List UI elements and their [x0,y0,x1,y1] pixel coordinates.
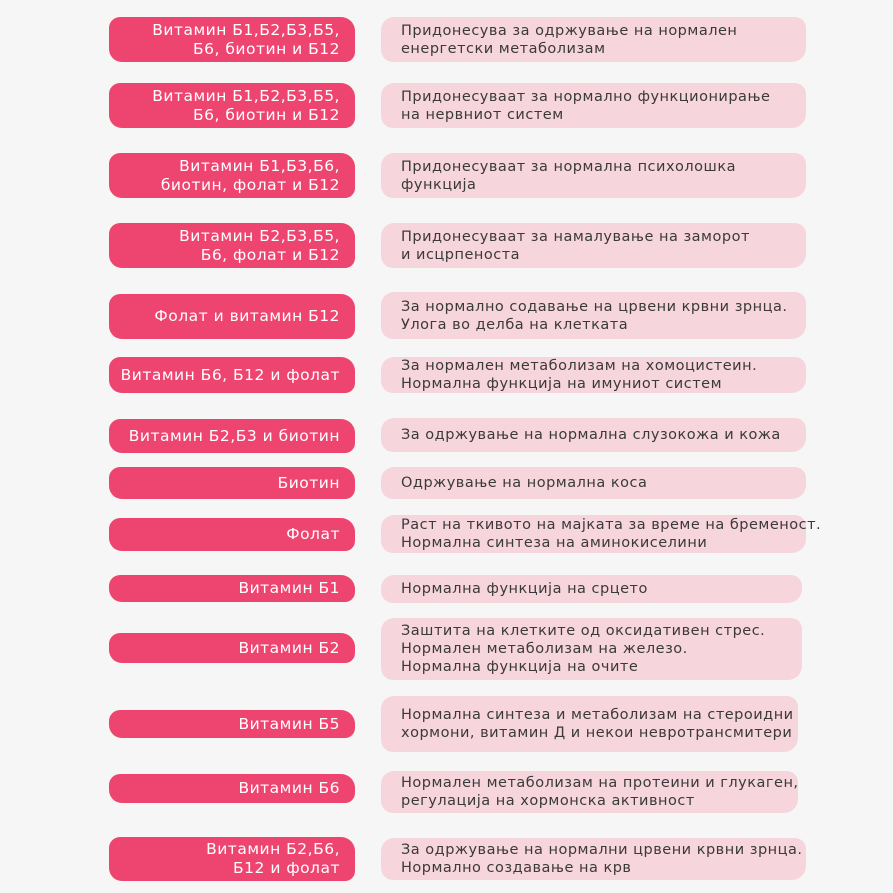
benefit-description [381,153,806,198]
benefit-description [381,618,802,680]
benefit-description [381,838,806,880]
benefit-description [381,771,798,813]
benefit-line: За одржување на нормални црвени крвни зрнца. [401,842,803,858]
benefit-description [381,696,798,752]
benefit-description [381,83,806,128]
vitamin-label [109,83,355,128]
vitamin-label [109,518,355,551]
vitamin-label-line: Б12 и фолат [233,859,340,877]
benefit-line: Придонесуваат за нормална психолошка [401,158,736,175]
benefit-line: и исцрпеноста [401,246,521,263]
vitamin-label-line: Витамин Б2,Б3 и биотин [128,426,340,445]
benefit-line: Нормална функција на имуниот систем [401,376,723,392]
benefit-line: Нормална функција на срцето [401,581,648,597]
benefit-description [381,292,806,339]
vitamin-label-line: Б6, биотин и Б12 [193,39,340,58]
vitamin-label-line: Витамин Б2 [238,638,340,657]
vitamin-label [109,837,355,881]
vitamin-label-line: Витамин Б6 [238,779,340,797]
vitamin-label-line: Витамин Б1,Б3,Б6, [179,156,340,175]
benefit-line: Нормален метаболизам на железо. [401,641,688,657]
vitamin-label [109,223,355,268]
vitamin-label-line: биотин, фолат и Б12 [160,175,340,194]
benefit-line: За нормален метаболизам на хомоцистеин. [401,358,758,374]
benefit-line: За нормално содавање на црвени крвни зрнца. [401,298,788,315]
vitamin-label-line: Витамин Б2,Б3,Б5, [179,226,340,245]
vitamin-label [109,357,355,393]
benefit-description [381,467,806,499]
benefit-line: За одржување на нормална слузокожа и кожа [401,427,781,443]
benefit-description [381,575,802,603]
benefit-line: Одржување на нормална коса [401,475,648,491]
benefit-description [381,357,806,393]
vitamin-label [109,17,355,62]
benefit-line: Придонесува за одржување на нормален [401,22,738,39]
benefit-line: функција [401,176,477,193]
vitamin-label-line: Биотин [277,473,340,492]
vitamin-label-line: Фолат и витамин Б12 [154,307,340,325]
vitamin-label-line: Витамин Б5 [238,714,340,733]
vitamin-label-line: Б6, фолат и Б12 [200,245,340,264]
benefit-line: Придонесуваат за нормално функционирање [401,88,771,105]
benefit-line: хормони, витамин Д и некои невротрансмитери [401,725,793,741]
vitamin-label [109,633,355,663]
vitamin-label-line: Витамин Б6, Б12 и фолат [120,365,340,384]
benefit-description [381,223,806,268]
vitamin-label-line: Витамин Б2,Б6, [206,840,340,858]
benefit-description [381,17,806,62]
vitamin-label [109,419,355,453]
benefit-line: Нормална синтеза и метаболизам на стероидни [401,707,794,723]
vitamin-label [109,153,355,198]
benefit-line: на нервниот систем [401,106,564,123]
vitamin-label-line: Витамин Б1 [238,579,340,597]
vitamin-label [109,575,355,602]
benefit-line: Нормална функција на очите [401,659,639,675]
vitamin-label-line: Витамин Б1,Б2,Б3,Б5, [152,20,340,39]
benefit-line: Заштита на клетките од оксидативен стрес. [401,623,766,639]
vitamin-label-line: Фолат [286,525,340,543]
vitamin-label-line: Б6, биотин и Б12 [193,105,340,124]
vitamin-label [109,467,355,499]
benefit-line: регулација на хормонска активност [401,793,695,809]
benefit-description [381,515,822,553]
vitamin-label [109,710,355,738]
benefit-line: Нормален метаболизам на протеини и глукаген, [401,775,799,791]
benefit-line: Придонесуваат за намалување на заморот [401,228,750,245]
benefit-line: Раст на ткивото на мајката за време на бременост. [401,517,822,533]
benefit-line: Нормална синтеза на аминокиселини [401,535,708,551]
vitamin-label [109,294,355,339]
benefit-line: енергетски метаболизам [401,40,606,57]
vitamin-label-line: Витамин Б1,Б2,Б3,Б5, [152,86,340,105]
benefit-line: Нормално создавање на крв [401,860,632,876]
benefit-description [381,418,806,452]
benefit-line: Улога во делба на клетката [401,316,629,333]
vitamin-label [109,774,355,803]
